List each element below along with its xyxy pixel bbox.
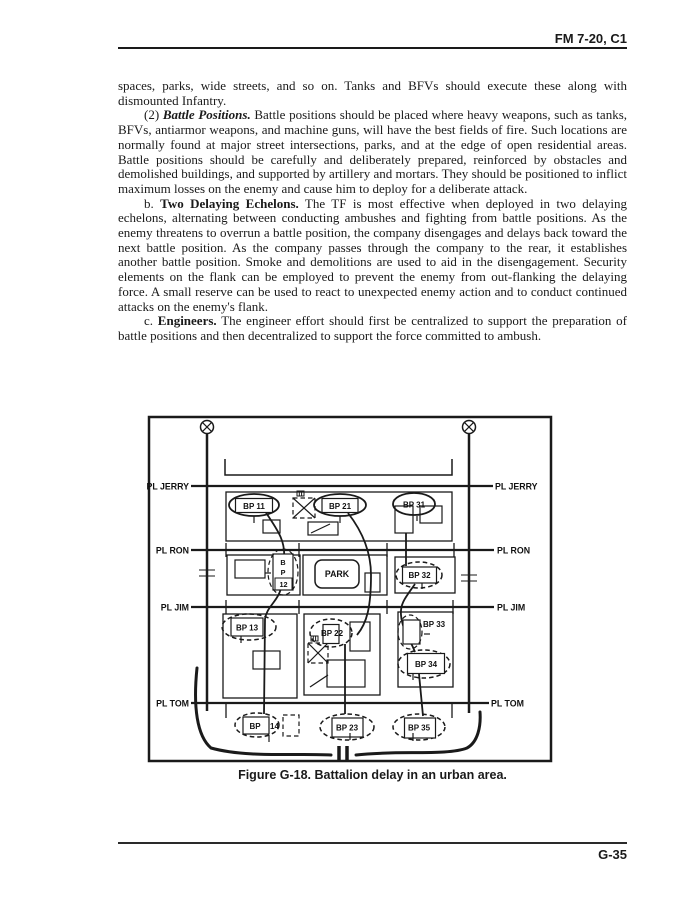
bp34-label: BP 34 <box>414 660 438 669</box>
battle-position-bp34 <box>398 650 450 680</box>
battle-position-bp14 <box>235 713 279 742</box>
phase-line-ron-label-left: PL RON <box>155 545 189 556</box>
bp13-label: BP 13 <box>235 623 259 633</box>
bp12-label-p: P <box>280 568 286 577</box>
body-text <box>118 79 627 344</box>
bp23-label: BP 23 <box>335 723 359 733</box>
battle-position-bp32 <box>396 562 442 589</box>
bp14-label-14: 14 <box>270 722 279 731</box>
bp31-label: BP 31 <box>402 500 426 510</box>
header-rule <box>118 47 627 49</box>
rear-boundary <box>196 668 481 760</box>
battle-position-bp12 <box>268 549 298 595</box>
paragraph-lead: Battle Positions. <box>162 107 251 123</box>
phase-line-jim-label-right: PL JIM <box>497 602 526 613</box>
phase-line-tom-label-right: PL TOM <box>491 698 524 709</box>
paragraph-lead: Two Delaying Echelons. <box>160 195 299 211</box>
bp33-label: BP 33 <box>423 620 446 629</box>
crossed-circle-icon <box>201 421 214 434</box>
figure-caption: Figure G-18. Battalion delay in an urban area. <box>238 768 507 782</box>
phase-line-jim-label-left: PL JIM <box>160 602 189 613</box>
paragraph-two-delaying-echelons <box>118 197 627 315</box>
battle-position-bp23 <box>320 714 374 740</box>
bp21-label: BP 21 <box>328 502 352 511</box>
bp12-label-12: 12 <box>279 580 288 589</box>
park-label: PARK <box>324 569 350 579</box>
figure-border <box>149 417 551 761</box>
paragraph-label: c. <box>144 313 154 329</box>
park-block <box>315 560 359 588</box>
phase-line-ron-label-right: PL RON <box>497 545 531 556</box>
phase-line-tom-label-left: PL TOM <box>156 698 189 709</box>
battle-position-bp11 <box>229 494 279 523</box>
bp22-label: BP 22 <box>320 629 344 638</box>
obstacle-x-box-icon <box>293 491 315 518</box>
battalion-delay-diagram <box>147 415 553 763</box>
battle-position-bp33 <box>398 615 446 649</box>
phase-line-jerry-label-left: PL JERRY <box>147 481 189 492</box>
phase-line-jerry-label-right: PL JERRY <box>495 481 538 492</box>
crossed-circle-icon <box>463 421 476 434</box>
page-number: G-35 <box>598 847 627 862</box>
bp32-label: BP 32 <box>408 571 431 580</box>
battle-position-bp31 <box>393 493 442 533</box>
bp14-label-bp: BP <box>249 722 261 731</box>
paragraph-text: The engineer effort should first be centralized to support the preparation of battle positions and then decentralized to support the force committed to ambush. <box>118 313 628 343</box>
road-right <box>461 421 477 714</box>
bp11-label: BP 11 <box>243 502 265 511</box>
bp12-label-b: B <box>280 558 286 567</box>
paragraph-intro <box>118 79 627 108</box>
paragraph-battle-positions <box>118 108 627 196</box>
control-measure-bracket <box>225 459 452 475</box>
paragraph-text: The TF is most effective when deployed in two delaying echelons, alternating between conducting ambushes and fighting from battle positions. As the enemy threatens to overrun a battle position, the company disengages and delays back toward the next battle position. As the company passes through the company to the rear, it establishes another battle position. Smoke and demolitions are used to aid in the disengagement. Security elements on the flank can be employed to prevent the enemy from out-flanking the delaying force. A small reserve can be used to react to unexpected enemy action and to conduct continued attacks on the enemy's flank. <box>118 195 628 314</box>
battle-position-bp13 <box>222 614 276 643</box>
road-left <box>199 421 215 712</box>
bp35-label: BP 35 <box>407 723 431 733</box>
paragraph-lead: Engineers. <box>157 313 217 329</box>
phase-line-jerry <box>147 482 538 492</box>
footer-rule <box>118 842 627 844</box>
document-id: FM 7-20, C1 <box>554 31 627 46</box>
phase-line-jim <box>161 603 525 613</box>
phase-line-ron <box>156 546 530 556</box>
figure-g18 <box>147 415 553 763</box>
battle-position-bp35 <box>393 714 445 741</box>
battle-position-bp21 <box>314 494 366 523</box>
paragraph-intro-text: spaces, parks, wide streets, and so on. Tanks and BFVs should execute these along with dismounted Infantry. <box>118 78 627 108</box>
paragraph-text: Battle positions should be placed where heavy weapons, such as tanks, BFVs, antiarmor weapons, and machine guns, will have the best fields of fire. Such locations are normally found at major street intersections, parks, and at the edge of open residential areas. Battle positions should be carefully and deliberately prepared, reinforced by obstacles and demolished buildings, and supported by artillery and mortars. They should be positioned to inflict maximum losses on the enemy and cause him to deploy for a deliberate attack. <box>118 107 628 196</box>
paragraph-label: (2) <box>144 107 160 123</box>
paragraph-engineers <box>118 314 627 343</box>
paragraph-label: b. <box>144 195 154 211</box>
